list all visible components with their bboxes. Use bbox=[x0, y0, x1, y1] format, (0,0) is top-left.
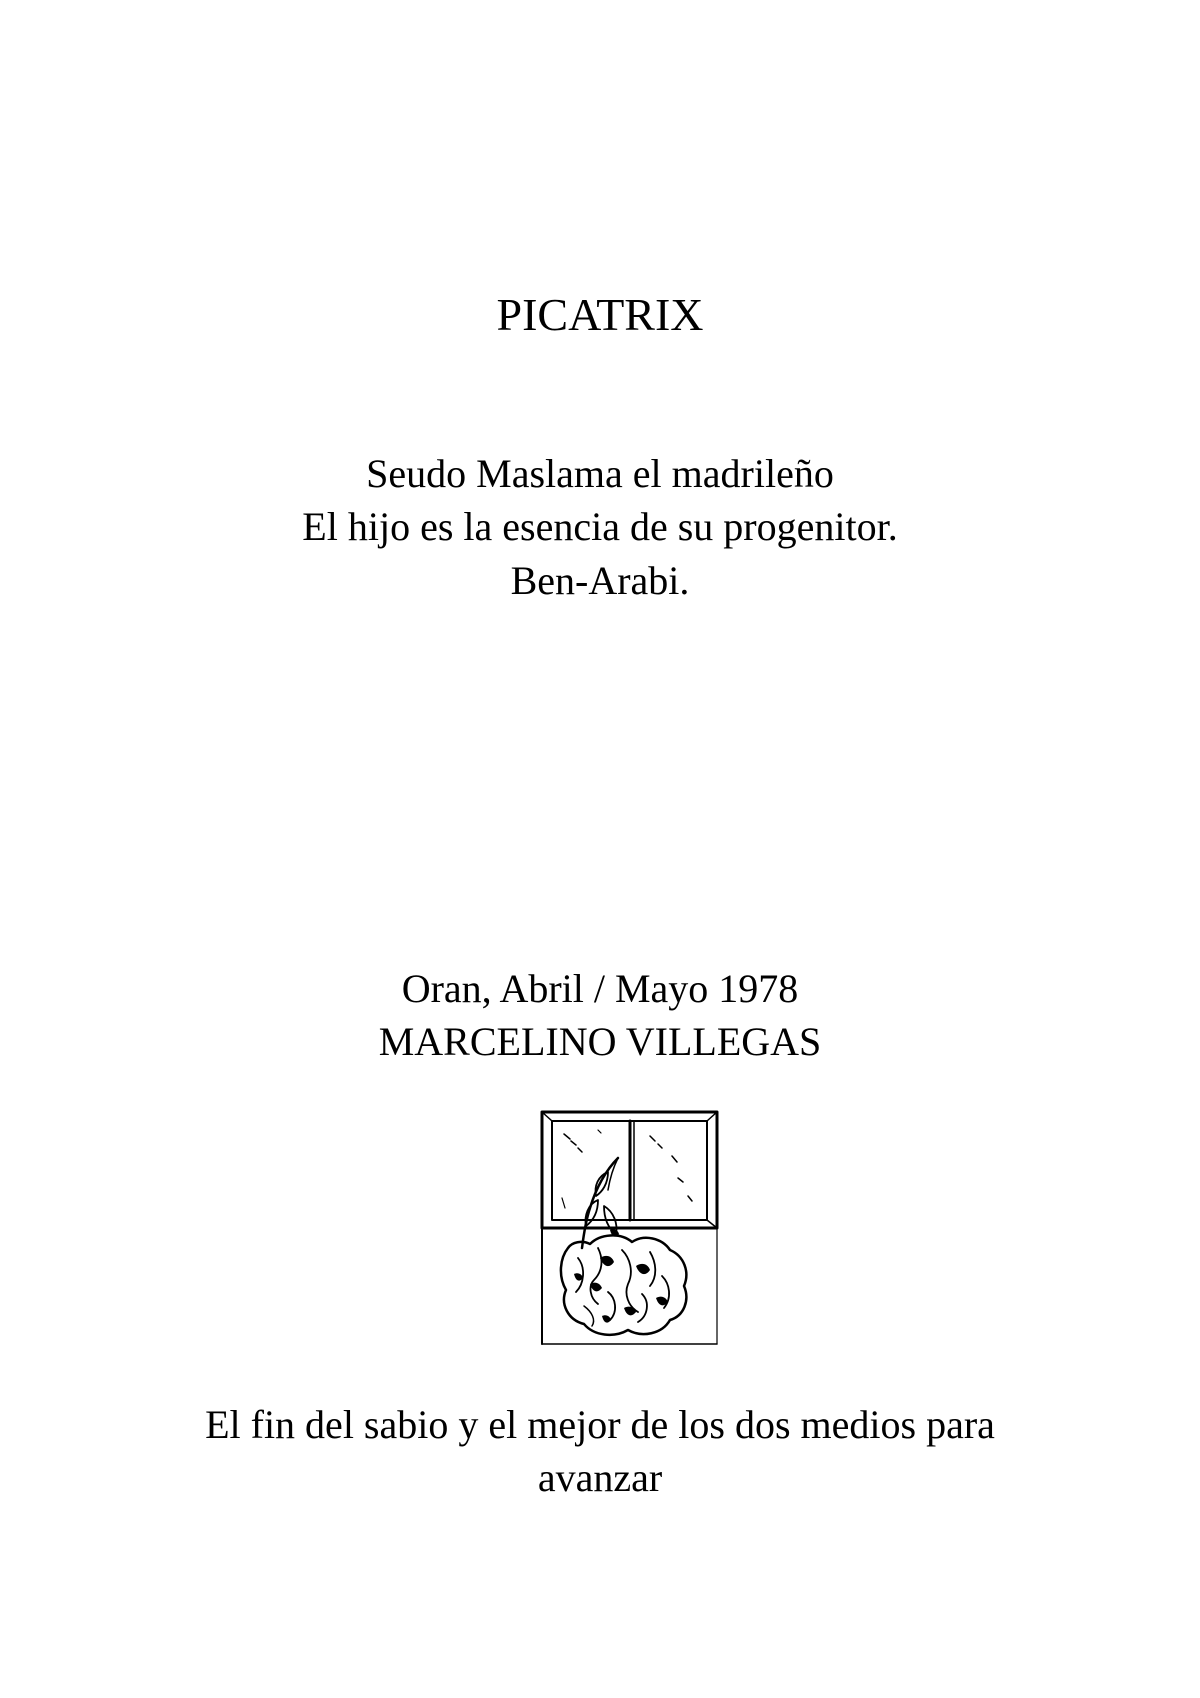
subtitle-line-1: Seudo Maslama el madrileño bbox=[366, 451, 834, 496]
motto-line-1: El fin del sabio y el mejor de los dos medios para bbox=[205, 1402, 995, 1447]
document-title: PICATRIX bbox=[496, 289, 704, 340]
author-name: MARCELINO VILLEGAS bbox=[378, 1019, 822, 1064]
motto-line-2: avanzar bbox=[537, 1455, 663, 1500]
window-plant-illustration bbox=[538, 1108, 723, 1348]
subtitle-line-3: Ben-Arabi. bbox=[510, 558, 690, 603]
subtitle-line-2: El hijo es la esencia de su progenitor. bbox=[302, 504, 898, 549]
place-date: Oran, Abril / Mayo 1978 bbox=[401, 966, 799, 1011]
